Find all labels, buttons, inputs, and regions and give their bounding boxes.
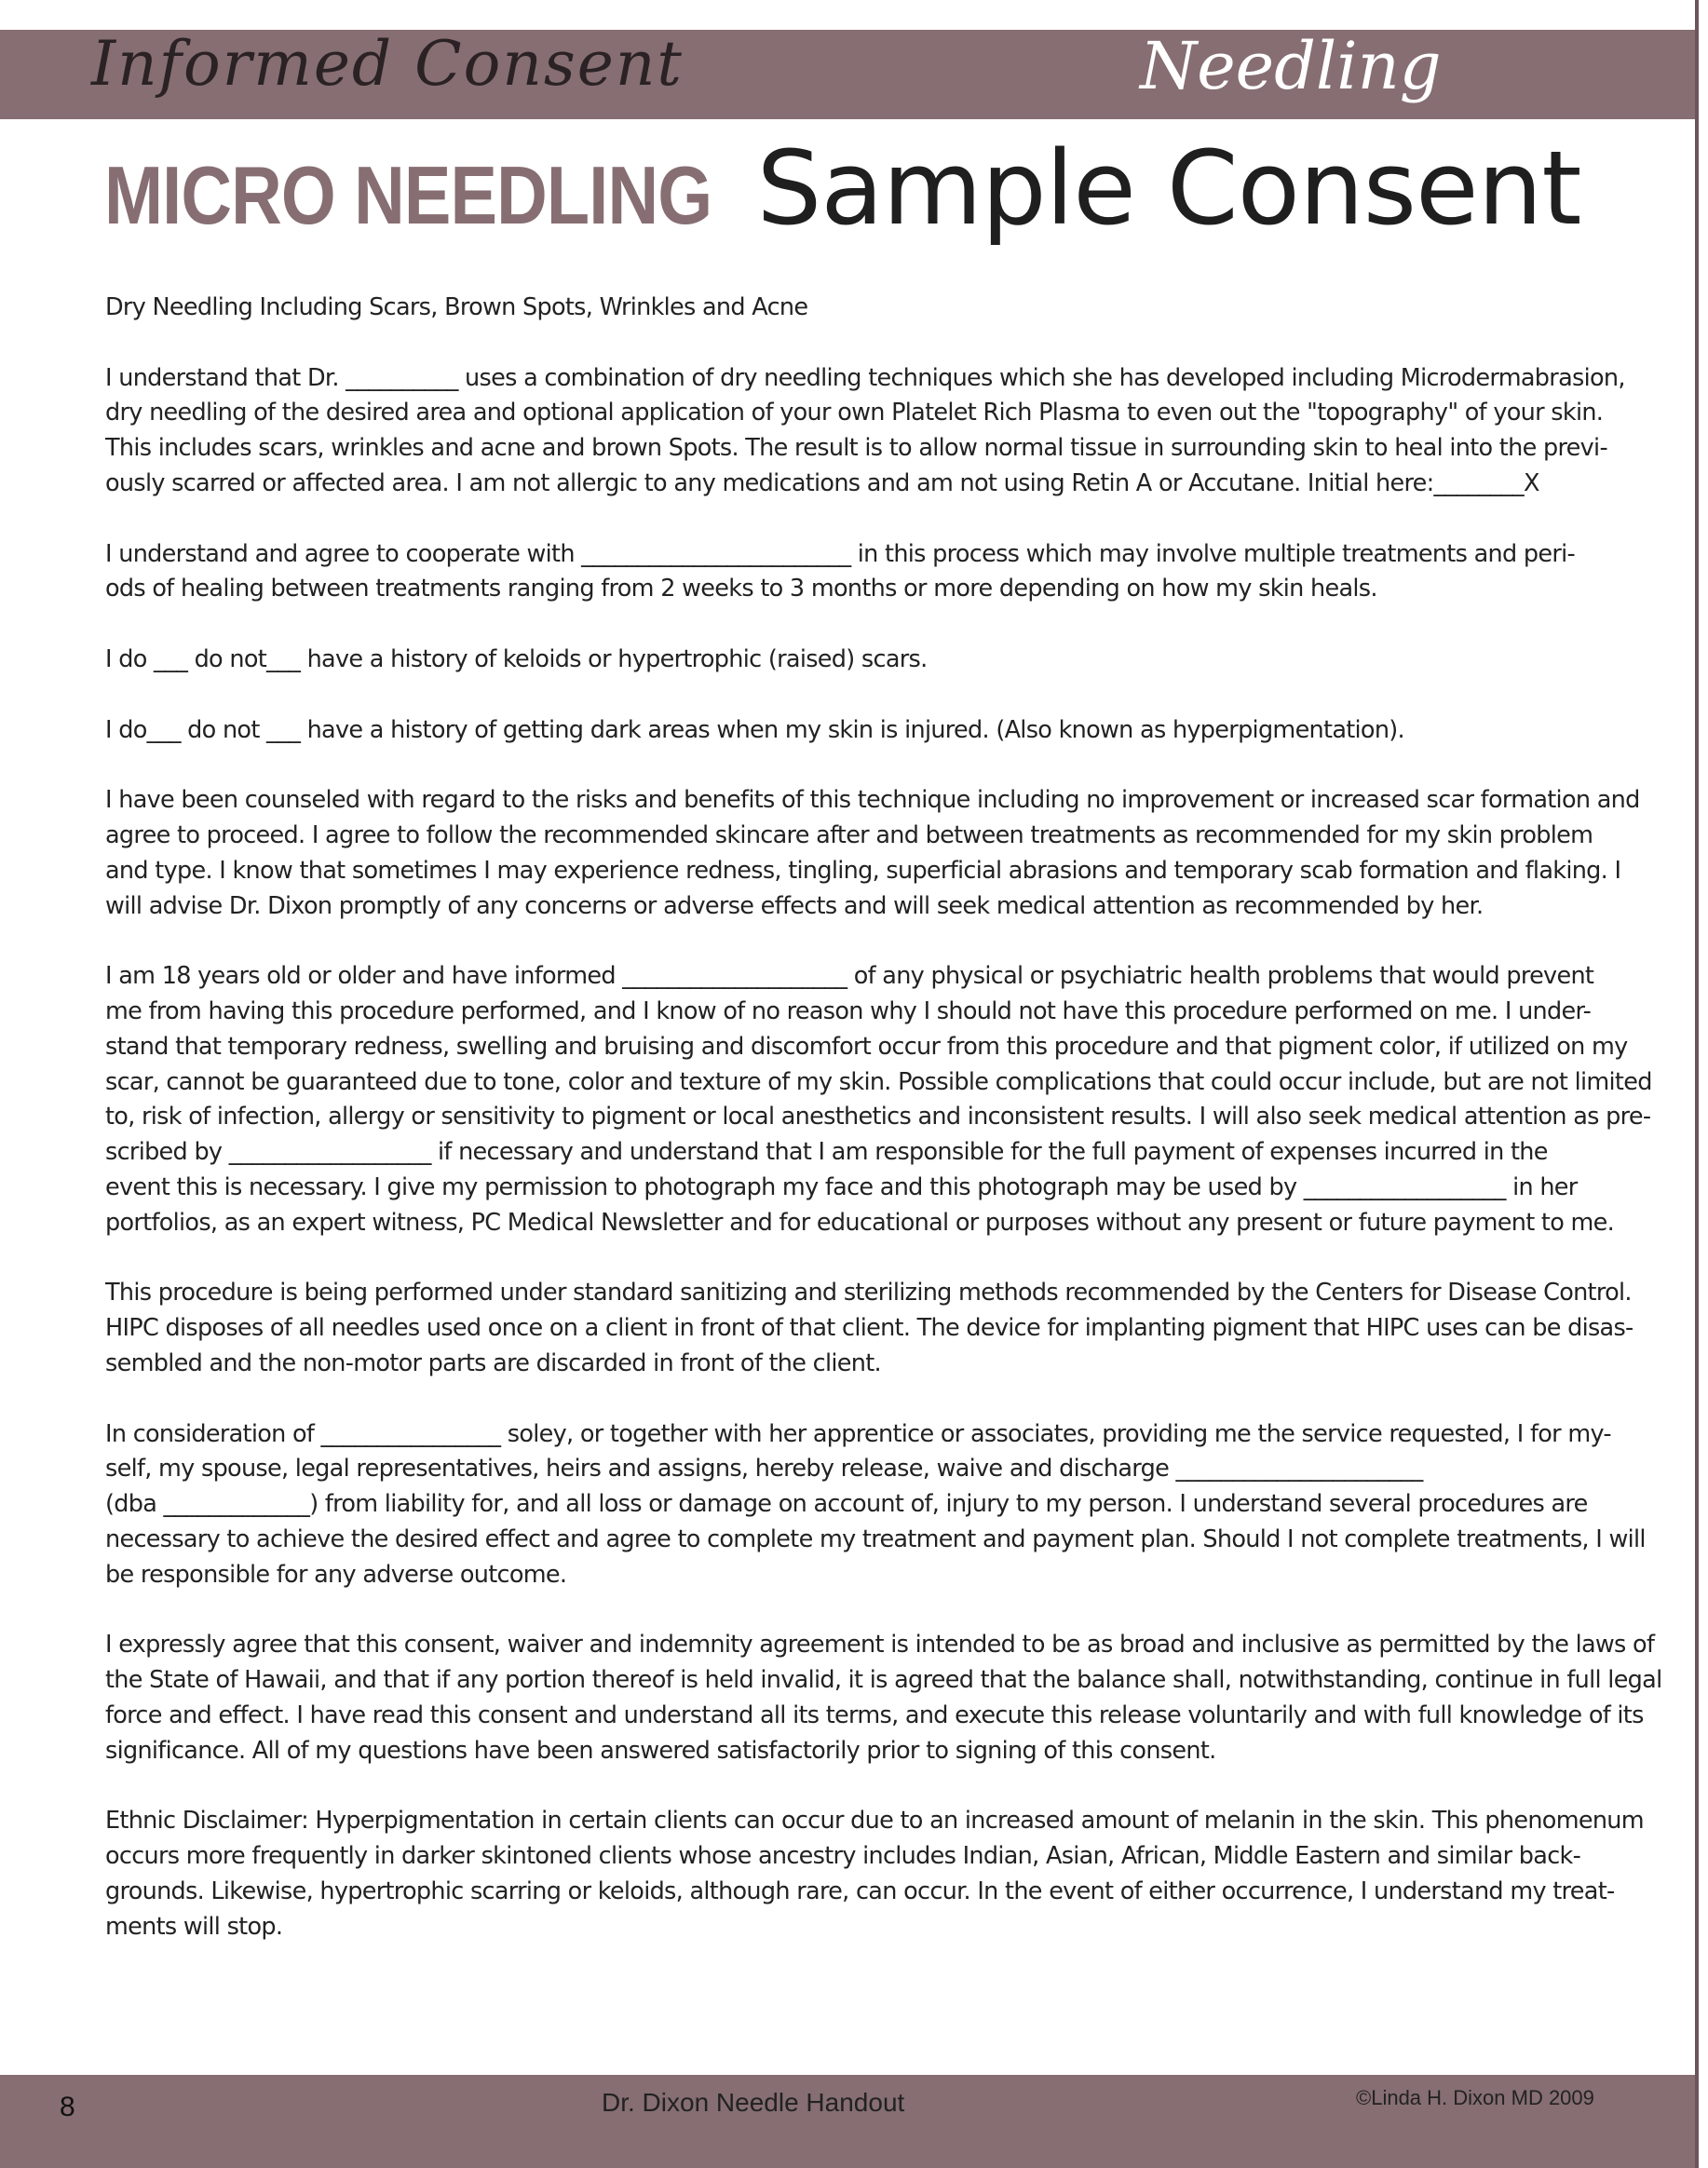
consent-paragraph bbox=[105, 643, 1605, 678]
paragraph-line: sembled and the non-motor parts are discarded in front of the client. bbox=[105, 1348, 881, 1377]
paragraph-line: HIPC disposes of all needles used once on a client in front of that client. The device for implanting pigment that HIPC uses can be disas- bbox=[105, 1314, 1633, 1343]
header-script-needling: Needling bbox=[1140, 28, 1442, 104]
page-number: 8 bbox=[60, 2092, 75, 2122]
page-title bbox=[104, 129, 1581, 248]
paragraph-line: I understand and agree to cooperate with ________________________ in this process which may involve multiple treatments and peri- bbox=[105, 539, 1576, 568]
paragraph-line: to, risk of infection, allergy or sensitivity to pigment or local anesthetics and inconsistent results. I will also seek medical attention as pre- bbox=[105, 1103, 1651, 1131]
page-title-light: Sample Consent bbox=[756, 129, 1581, 248]
paragraph-line: Ethnic Disclaimer: Hyperpigmentation in certain clients can occur due to an increased amount of melanin in the skin. This phenomenum bbox=[105, 1807, 1644, 1836]
paragraph-line: grounds. Likewise, hypertrophic scarring or keloids, although rare, can occur. In the event of either occurrence, I understand my treat- bbox=[105, 1877, 1615, 1905]
paragraph-line: portfolios, as an expert witness, PC Medical Newsletter and for educational or purposes without any present or future payment to me. bbox=[105, 1208, 1615, 1237]
paragraph-line: the State of Hawaii, and that if any portion thereof is held invalid, it is agreed that the balance shall, notwithstanding, continue in full legal bbox=[105, 1666, 1662, 1695]
paragraph-line: will advise Dr. Dixon promptly of any concerns or adverse effects and will seek medical attention as recommended by her. bbox=[105, 891, 1484, 920]
paragraph-line: Dry Needling Including Scars, Brown Spots, Wrinkles and Acne bbox=[105, 293, 808, 321]
paragraph-line: stand that temporary redness, swelling and bruising and discomfort occur from this procedure and that pigment color, if utilized on my bbox=[105, 1032, 1628, 1061]
paragraph-line: scar, cannot be guaranteed due to tone, color and texture of my skin. Possible complications that could occur include, but are not limited bbox=[105, 1067, 1652, 1096]
consent-body bbox=[105, 291, 1662, 1980]
paragraph-line: occurs more frequently in darker skintoned clients whose ancestry includes Indian, Asian, African, Middle Eastern and similar back- bbox=[105, 1842, 1581, 1871]
header-script-informed-consent: Informed Consent bbox=[91, 28, 684, 100]
paragraph-line: me from having this procedure performed, and I know of no reason why I should not have this procedure performed on me. I under- bbox=[105, 996, 1592, 1025]
paragraph-line: event this is necessary. I give my permission to photograph my face and this photograph may be used by __________________ in her bbox=[105, 1172, 1578, 1201]
paragraph-line: I do ___ do not___ have a history of keloids or hypertrophic (raised) scars. bbox=[105, 644, 928, 673]
consent-paragraph bbox=[105, 783, 1640, 924]
paragraph-line: ods of healing between treatments ranging from 2 weeks to 3 months or more depending on how my skin heals. bbox=[105, 575, 1377, 603]
paragraph-line: I expressly agree that this consent, waiver and indemnity agreement is intended to be as broad and inclusive as permitted by the laws of bbox=[105, 1631, 1655, 1660]
consent-paragraph bbox=[105, 713, 1605, 749]
paragraph-line: This includes scars, wrinkles and acne and brown Spots. The result is to allow normal tissue in surrounding skin to heal into the previ- bbox=[105, 434, 1607, 463]
paragraph-line: I understand that Dr. __________ uses a combination of dry needling techniques which she has developed including Microdermabrasion, bbox=[105, 363, 1625, 392]
paragraph-line: (dba _____________) from liability for, and all loss or damage on account of, injury to my person. I understand several procedures are bbox=[105, 1490, 1588, 1519]
paragraph-line: significance. All of my questions have been answered satisfactorily prior to signing of this consent. bbox=[105, 1736, 1216, 1765]
right-edge-rule bbox=[1695, 0, 1699, 2168]
paragraph-line: In consideration of ________________ soley, or together with her apprentice or associates, providing me the service requested, I for my- bbox=[105, 1419, 1611, 1448]
consent-paragraph bbox=[105, 1804, 1644, 1944]
paragraph-line: agree to proceed. I agree to follow the recommended skincare after and between treatments as recommended for my skin problem bbox=[105, 820, 1593, 849]
paragraph-line: I am 18 years old or older and have informed ____________________ of any physical or psychiatric health problems that would prevent bbox=[105, 962, 1594, 991]
footer-handout-title: Dr. Dixon Needle Handout bbox=[602, 2088, 905, 2117]
paragraph-line: be responsible for any adverse outcome. bbox=[105, 1560, 567, 1589]
paragraph-line: dry needling of the desired area and optional application of your own Platelet Rich Plasma to even out the "topography" of your skin. bbox=[105, 399, 1604, 427]
paragraph-line: self, my spouse, legal representatives, heirs and assigns, hereby release, waive and discharge ______________________ bbox=[105, 1455, 1423, 1484]
footer-copyright: ©Linda H. Dixon MD 2009 bbox=[1356, 2086, 1594, 2109]
paragraph-line: This procedure is being performed under standard sanitizing and sterilizing methods recommended by the Centers for Disease Control. bbox=[105, 1279, 1632, 1308]
consent-paragraph bbox=[105, 537, 1605, 608]
paragraph-line: force and effect. I have read this consent and understand all its terms, and execute this release voluntarily and with full knowledge of its bbox=[105, 1701, 1644, 1729]
paragraph-line: and type. I know that sometimes I may experience redness, tingling, superficial abrasions and temporary scab formation and flaking. I bbox=[105, 856, 1621, 885]
consent-paragraph bbox=[105, 959, 1652, 1240]
consent-paragraph bbox=[105, 1628, 1662, 1768]
paragraph-line: ously scarred or affected area. I am not allergic to any medications and am not using Retin A or Accutane. Initial here:________X bbox=[105, 468, 1539, 497]
paragraph-line: I do___ do not ___ have a history of getting dark areas when my skin is injured. (Also known as hyperpigmentation). bbox=[105, 715, 1404, 744]
consent-paragraph bbox=[105, 291, 1605, 326]
paragraph-line: I have been counseled with regard to the risks and benefits of this technique including no improvement or increased scar formation and bbox=[105, 786, 1640, 815]
consent-paragraph bbox=[105, 1276, 1633, 1381]
paragraph-line: necessary to achieve the desired effect and agree to complete my treatment and payment plan. Should I not complete treatments, I will bbox=[105, 1524, 1646, 1553]
paragraph-line: scribed by __________________ if necessary and understand that I am responsible for the full payment of expenses incurred in the bbox=[105, 1138, 1548, 1167]
consent-paragraph bbox=[105, 361, 1625, 502]
consent-paragraph bbox=[105, 1417, 1646, 1593]
page-title-bold: MICRO NEEDLING bbox=[104, 149, 712, 241]
paragraph-line: ments will stop. bbox=[105, 1912, 283, 1941]
